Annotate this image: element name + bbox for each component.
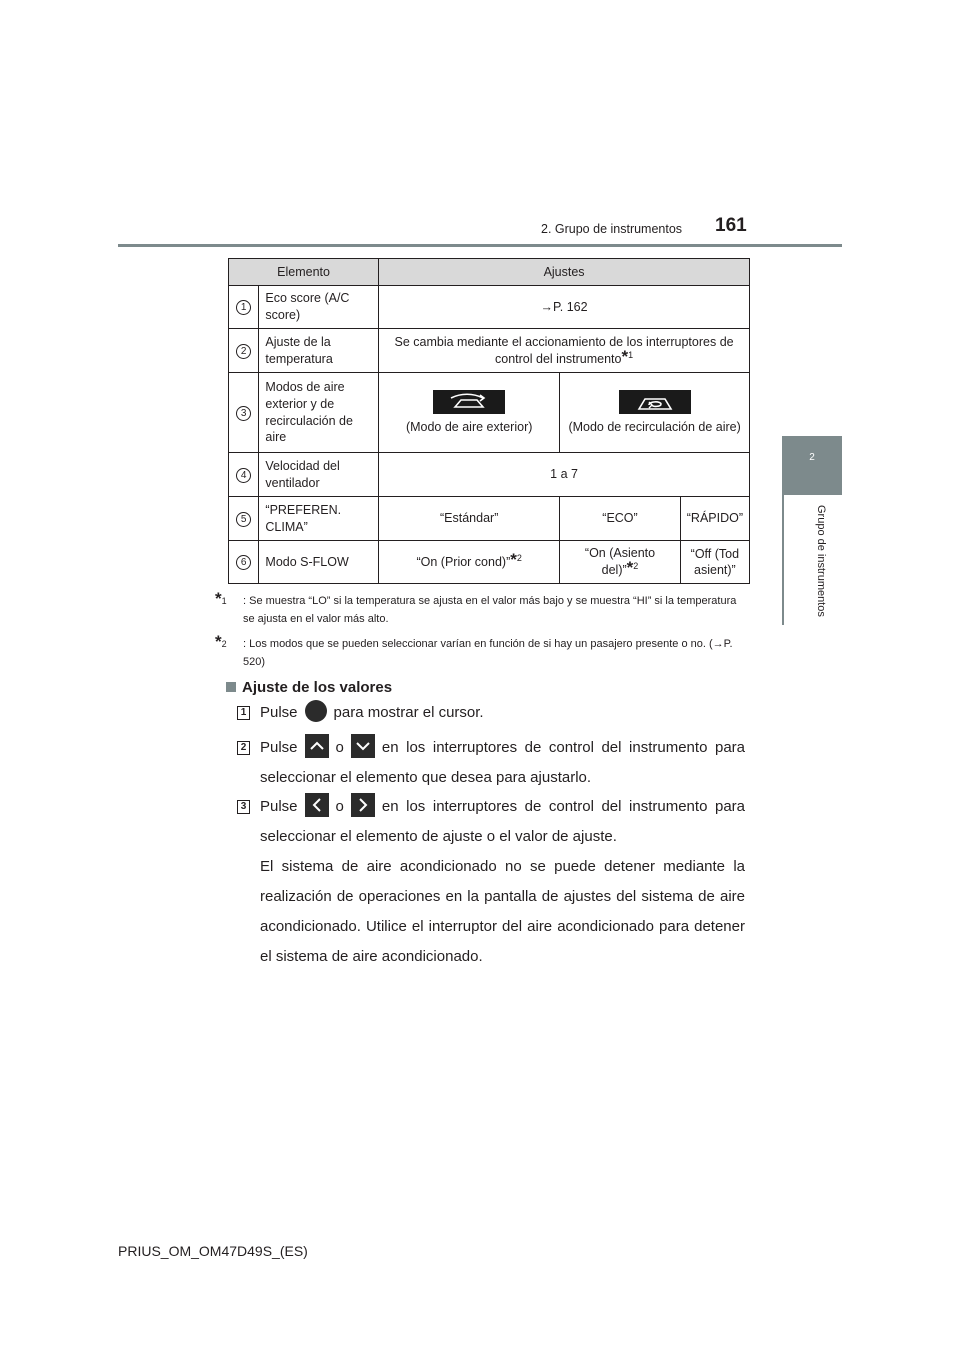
row-number-circle: 6 [236, 555, 251, 570]
row-value: 1 a 7 [379, 453, 750, 497]
row-number-circle: 1 [236, 300, 251, 315]
row-value: Se cambia mediante el accionamiento de los interruptores de control del instrumento*$^1$ [379, 329, 750, 373]
row-item: Eco score (A/C score) [259, 286, 379, 329]
option-cell: “On (Prior cond)”*$^2$ [379, 541, 560, 584]
row-item: Modos de aire exterior y de recirculación de aire [259, 373, 379, 453]
outside-air-label: (Modo de aire exterior) [405, 419, 533, 434]
row-item: Velocidad del ventilador [259, 453, 379, 497]
document-code: PRIUS_OM_OM47D49S_(ES) [118, 1243, 308, 1259]
chapter-number: 2 [809, 452, 815, 463]
recirculation-label: (Modo de recirculación de aire) [568, 419, 741, 434]
table-row [229, 497, 750, 541]
row-number-circle: 4 [236, 468, 251, 483]
row-value-text: Se cambia mediante el accionamiento de los interruptores de control del instrumento [394, 334, 734, 367]
footnote-1: *$^1$ : Se muestra “LO” si la temperatura se ajusta en el valor más bajo y se muestra “HI” si la temperatura se ajusta en el valor más alto. [215, 589, 737, 625]
recirculation-cell [560, 373, 750, 453]
table-row [229, 373, 750, 453]
table-row [229, 453, 750, 497]
option-cell: “ECO” [560, 497, 681, 541]
step-1-text: Pulse para mostrar el cursor. [260, 698, 745, 728]
row-item: Ajuste de la temperatura [259, 329, 379, 373]
header-elemento: Elemento [229, 259, 379, 286]
step-3-note: El sistema de aire acondicionado no se puede detener mediante la realización de operaciones en la pantalla de ajustes del sistema de aire acondicionado. Utilice el interruptor del aire acondicionado para detener el sistema de aire acondicionado. [260, 858, 745, 965]
option-cell: “Estándar” [379, 497, 560, 541]
chapter-tab-line [782, 495, 784, 625]
row-number-circle: 3 [236, 406, 251, 421]
option-cell: “Off (Tod asient)” [680, 541, 749, 584]
chapter-tab [782, 436, 842, 495]
step-number: 1 [237, 706, 250, 720]
chevron-left-icon [305, 793, 329, 817]
footnote-ref: 2 [516, 553, 522, 564]
footnote-2: *$^2$ : Los modos que se pueden seleccionar varían en función de si hay un pasajero presente o no. (→P. 520) [215, 632, 733, 668]
page-number: 161 [715, 215, 747, 236]
row-item: Modo S-FLOW [259, 541, 379, 584]
ok-button-icon [305, 700, 327, 722]
section-heading: Ajuste de los valores [226, 679, 392, 696]
footnote-ref: 2 [633, 561, 639, 572]
footnote-ref: 1 [628, 349, 634, 360]
header-ajustes: Ajustes [379, 259, 750, 286]
outside-air-icon [433, 390, 505, 414]
header-divider [118, 244, 842, 247]
row-number-circle: 2 [236, 344, 251, 359]
chevron-down-icon [351, 734, 375, 758]
step-3-text: Pulse o en los interruptores de control del instrumento para seleccionar el elemento de ajuste o el valor de ajuste. El sistema de aire acondicionado no se puede detener mediante la realización de operaciones en la pantalla de ajustes del sistema de aire acondicionado. Utilice el interruptor del aire acondicionado para detener el sistema de aire acondicionado. [260, 792, 745, 972]
row-value: →P. 162 [379, 286, 750, 329]
step-number: 2 [237, 741, 250, 755]
option-cell: “On (Asiento del)”*$^2$ [560, 541, 681, 584]
recirculation-icon [619, 390, 691, 414]
chevron-up-icon [305, 734, 329, 758]
table-row [229, 329, 750, 373]
settings-table [228, 258, 750, 584]
table-header-row [229, 259, 750, 286]
table-row [229, 541, 750, 584]
row-number-circle: 5 [236, 512, 251, 527]
step-number: 3 [237, 800, 250, 814]
chevron-right-icon [351, 793, 375, 817]
step-2-text: Pulse o en los interruptores de control del instrumento para seleccionar el elemento que desea para ajustarlo. [260, 733, 745, 793]
section-title-header: 2. Grupo de instrumentos [541, 222, 683, 236]
outside-air-cell [379, 373, 560, 453]
table-row [229, 286, 750, 329]
row-item: “PREFEREN. CLIMA” [259, 497, 379, 541]
square-bullet-icon [226, 682, 236, 692]
option-cell: “RÁPIDO” [680, 497, 749, 541]
chapter-label: Grupo de instrumentos [815, 505, 827, 617]
